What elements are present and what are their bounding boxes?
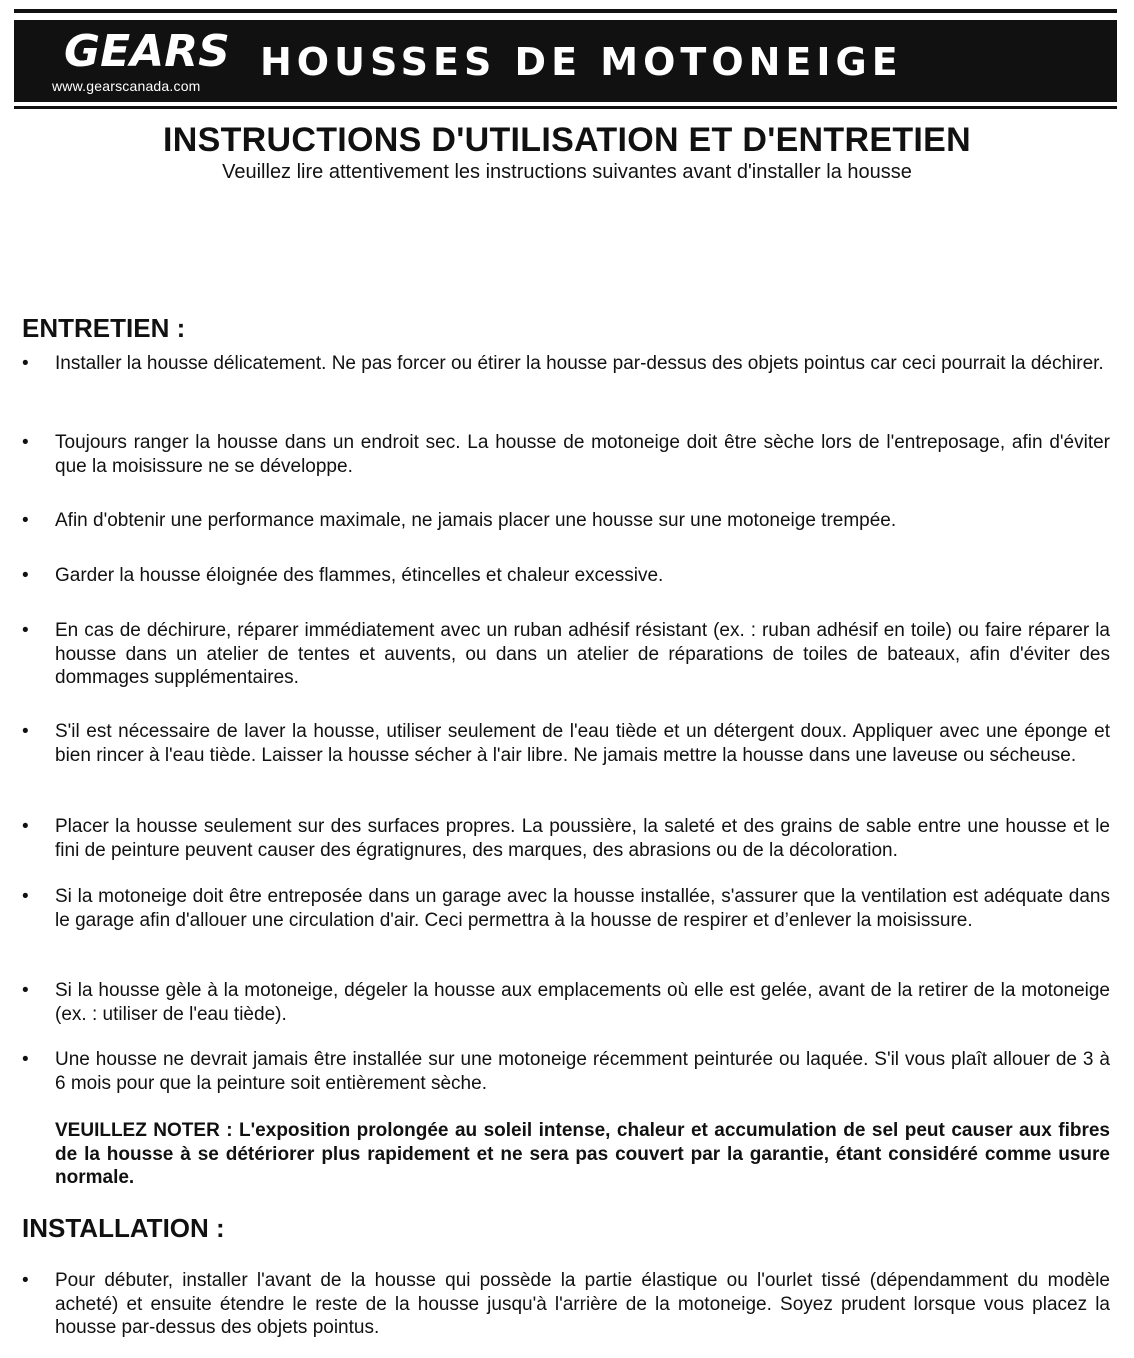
- logo-wordmark: GEARS: [64, 26, 230, 77]
- bullet-icon: •: [22, 980, 29, 1001]
- logo-website-url: www.gearscanada.com: [52, 78, 201, 94]
- bullet-icon: •: [22, 1049, 29, 1070]
- list-item-text: Pour débuter, installer l'avant de la housse qui possède la partie élastique ou l'ourlet tissé (dépendamment du modèle acheté) et ensuite étendre le reste de la housse jusqu'à l'arrière de la motoneige. Soyez prudent lorsque vous placez la housse par-dessus des objets pointus.: [55, 1270, 1110, 1338]
- list-item-text: S'il est nécessaire de laver la housse, utiliser seulement de l'eau tiède et un détergent doux. Appliquer avec une éponge et bien rincer à l'eau tiède. Laisser la housse sécher à l'air libre. Ne jamais mettre la housse dans une laveuse ou sécheuse.: [55, 721, 1110, 766]
- list-item-text: Installer la housse délicatement. Ne pas forcer ou étirer la housse par-dessus des objets pointus car ceci pourrait la déchirer.: [55, 353, 1104, 374]
- section-heading-installation: INSTALLATION :: [22, 1213, 225, 1243]
- warning-note: VEUILLEZ NOTER : L'exposition prolongée au soleil intense, chaleur et accumulation de sel peut causer aux fibres de la housse à se détériorer plus rapidement et ne sera pas couvert par la garantie, étant considéré comme usure normale.: [55, 1120, 1110, 1188]
- list-item: [22, 720, 1110, 767]
- list-item: [22, 431, 1110, 478]
- list-item: [22, 1269, 1110, 1340]
- list-item-text: Si la motoneige doit être entreposée dans un garage avec la housse installée, s'assurer que la ventilation est adéquate dans le garage afin d'allouer une circulation d'air. Ceci permettra à la housse de respirer et d’enlever la moisissure.: [55, 886, 1110, 931]
- list-item-text: Afin d'obtenir une performance maximale, ne jamais placer une housse sur une motoneige trempée.: [55, 510, 897, 531]
- list-item-text: Si la housse gèle à la motoneige, dégeler la housse aux emplacements où elle est gelée, avant de la retirer de la motoneige (ex. : utiliser de l'eau tiède).: [55, 980, 1110, 1025]
- list-item-text: Garder la housse éloignée des flammes, étincelles et chaleur excessive.: [55, 565, 664, 586]
- bullet-icon: •: [22, 565, 29, 586]
- list-item-text: Toujours ranger la housse dans un endroit sec. La housse de motoneige doit être sèche lors de l'entreposage, afin d'éviter que la moisissure ne se développe.: [55, 432, 1110, 477]
- bullet-icon: •: [22, 886, 29, 907]
- list-item: [22, 352, 1110, 376]
- list-item: [22, 815, 1110, 862]
- list-item-text: Une housse ne devrait jamais être installée sur une motoneige récemment peinturée ou laquée. S'il vous plaît allouer de 3 à 6 mois pour que la peinture soit entièrement sèche.: [55, 1049, 1110, 1094]
- bullet-icon: •: [22, 510, 29, 531]
- list-item-text: Placer la housse seulement sur des surfaces propres. La poussière, la saleté et des grains de sable entre une housse et le fini de peinture peuvent causer des égratignures, des marques, des abrasions ou de la décoloration.: [55, 816, 1110, 861]
- list-item-text: En cas de déchirure, réparer immédiatement avec un ruban adhésif résistant (ex. : ruban adhésif en toile) ou faire réparer la housse dans un atelier de tentes et auvents, ou dans un atelier de réparations de toiles de bateaux, afin d'éviter des dommages supplémentaires.: [55, 620, 1110, 688]
- bullet-icon: •: [22, 721, 29, 742]
- list-item: [22, 1048, 1110, 1095]
- bullet-icon: •: [22, 816, 29, 837]
- list-item: [22, 619, 1110, 690]
- section-heading-entretien: ENTRETIEN :: [22, 313, 186, 343]
- gears-logo: [52, 18, 232, 98]
- list-item: [22, 509, 1110, 533]
- bullet-icon: •: [22, 432, 29, 453]
- bullet-icon: •: [22, 1270, 29, 1291]
- list-item: [22, 885, 1110, 932]
- header-bottom-rule: [14, 106, 1117, 109]
- bullet-icon: •: [22, 353, 29, 374]
- list-item: [22, 979, 1110, 1026]
- document-title: INSTRUCTIONS D'UTILISATION ET D'ENTRETIEN: [163, 121, 971, 159]
- bullet-icon: •: [22, 620, 29, 641]
- list-item: [22, 564, 1110, 588]
- document-subtitle: Veuillez lire attentivement les instructions suivantes avant d'installer la housse: [222, 161, 912, 183]
- banner-title: HOUSSES DE MOTONEIGE: [260, 40, 903, 84]
- header-top-rule: [14, 9, 1117, 13]
